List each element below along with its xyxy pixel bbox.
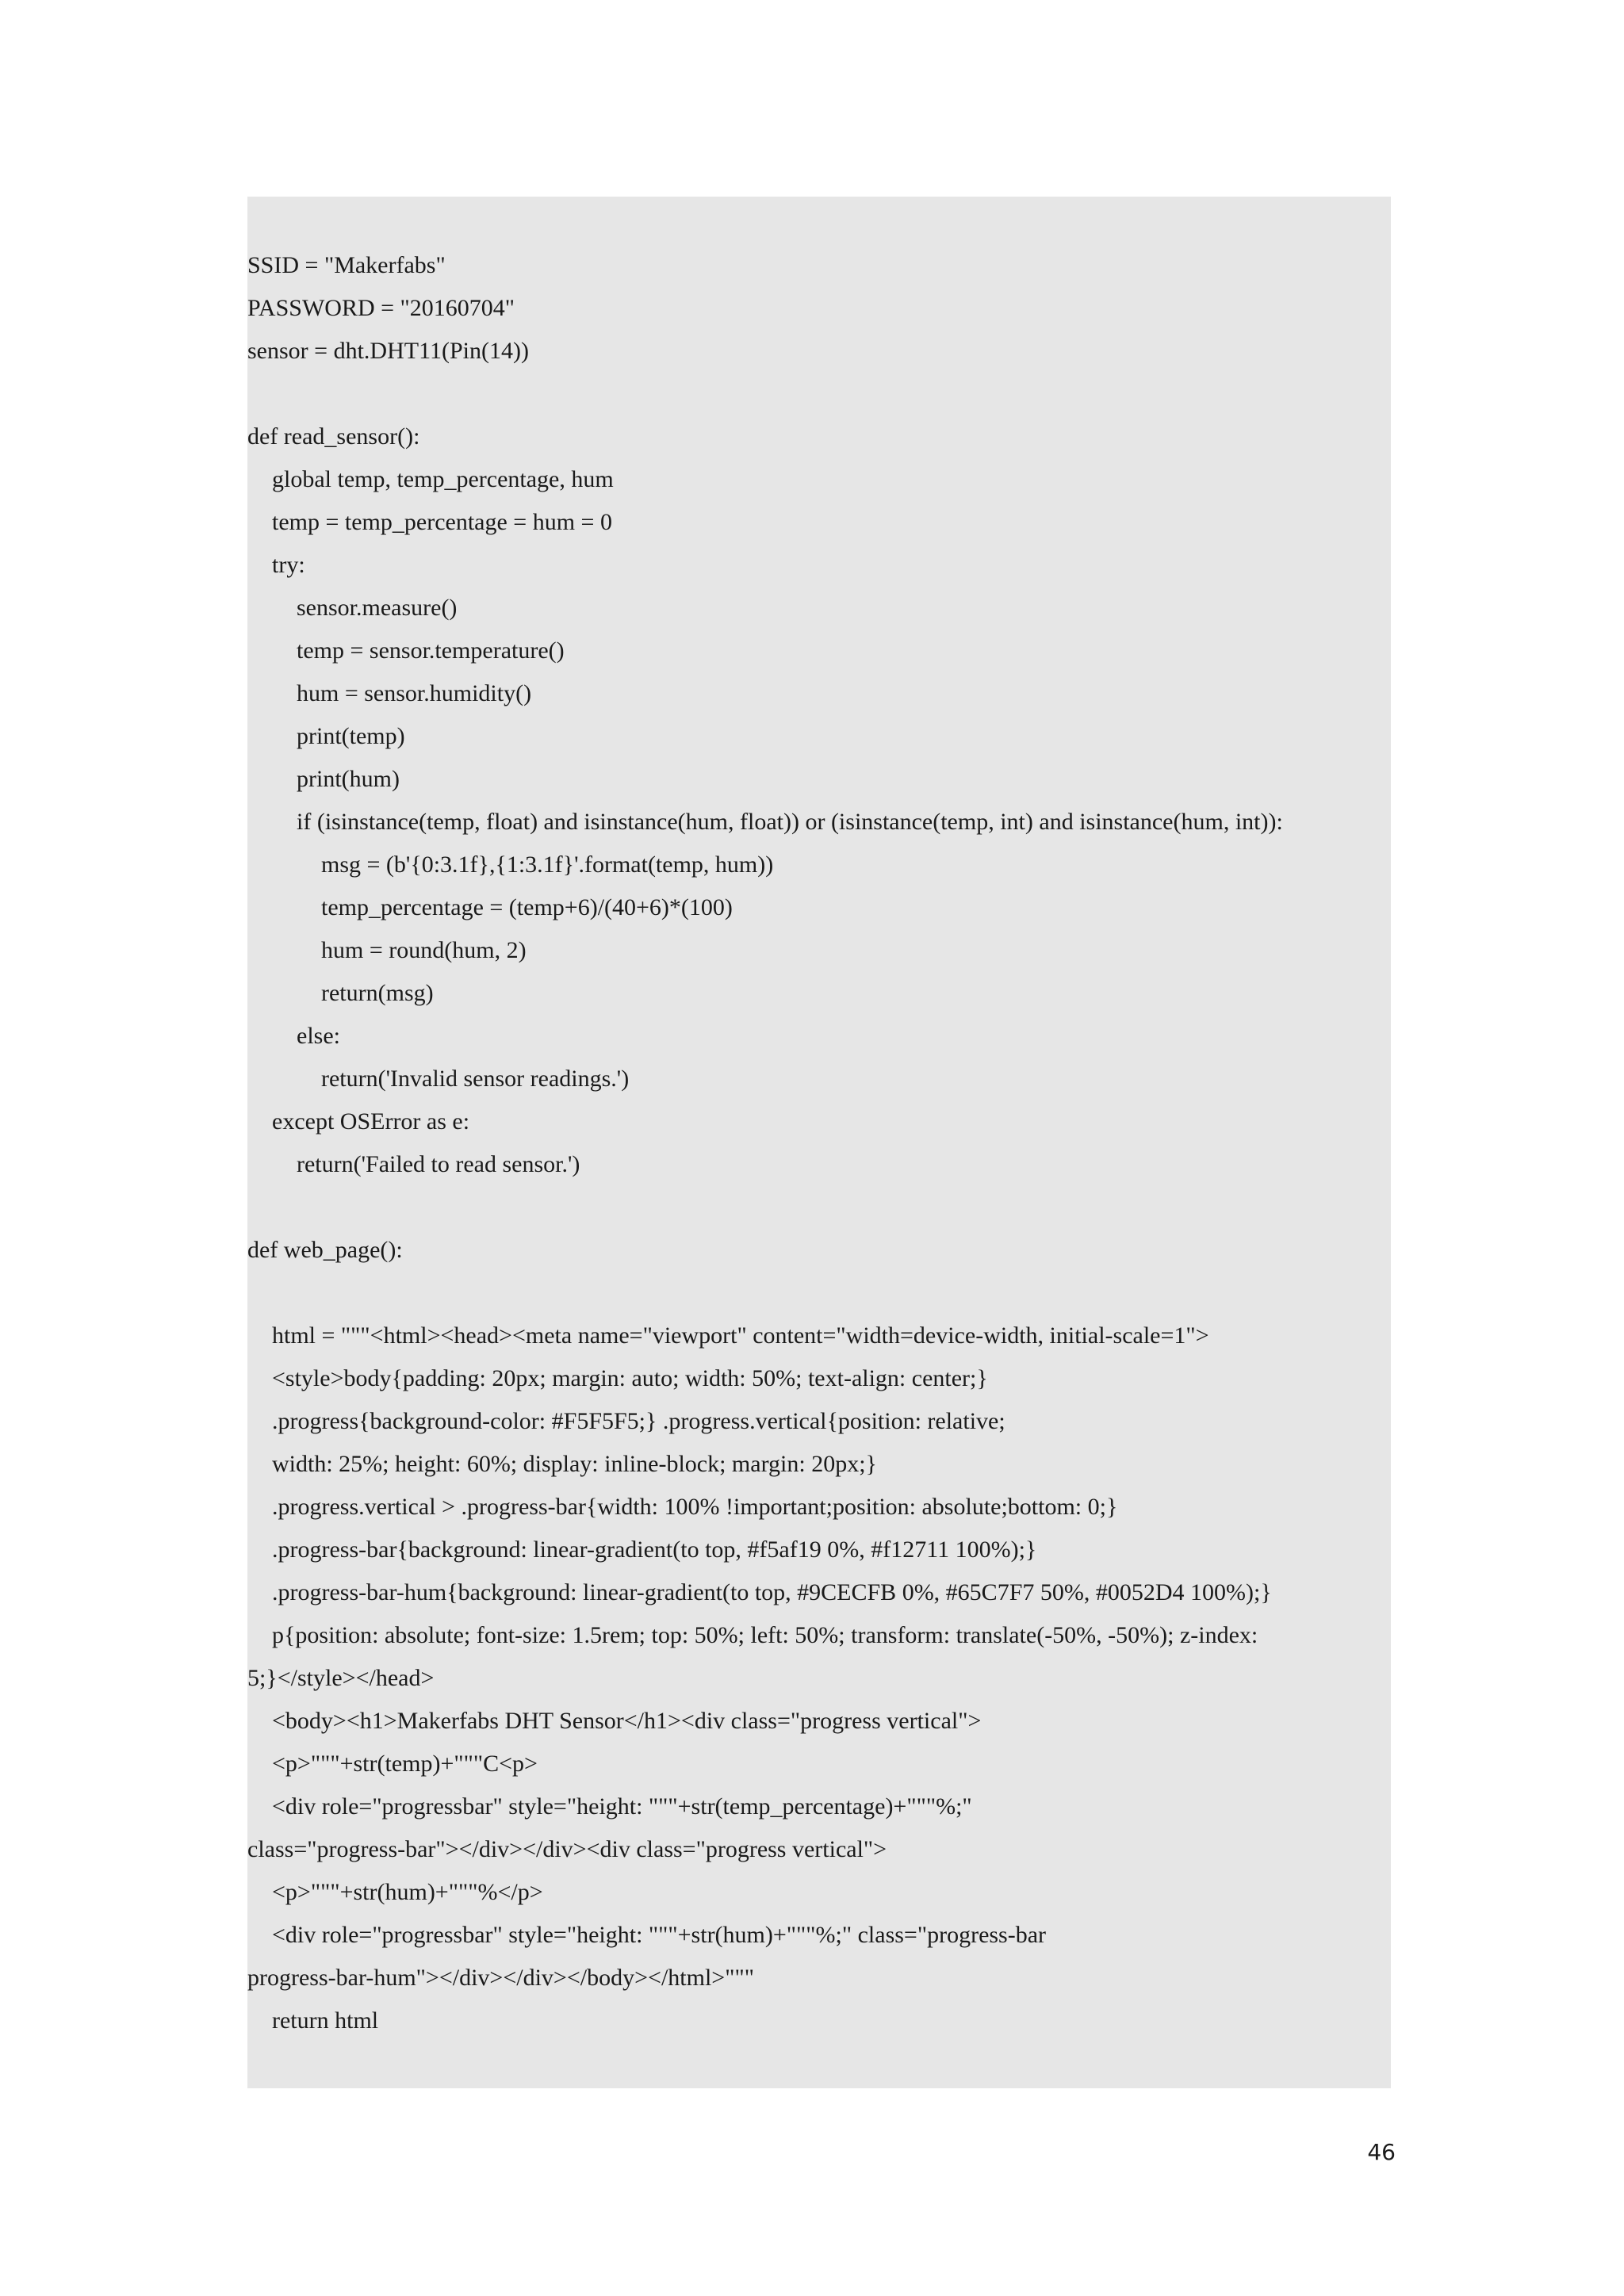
code-line: sensor = dht.DHT11(Pin(14)): [247, 338, 529, 364]
code-line: return html: [272, 2007, 379, 2034]
code-line: .progress{background-color: #F5F5F5;} .progress.vertical{position: relative;: [272, 1408, 1005, 1434]
code-line: except OSError as e:: [272, 1108, 470, 1135]
code-line: try:: [272, 552, 305, 578]
code-block: [247, 197, 1391, 2088]
code-line: p{position: absolute; font-size: 1.5rem; top: 50%; left: 50%; transform: translate(-50%, -50%); z-index:: [272, 1622, 1258, 1648]
code-line: return(msg): [321, 980, 434, 1006]
code-line: PASSWORD = "20160704": [247, 295, 515, 321]
code-line: progress-bar-hum"></div></div></body></html>""": [247, 1965, 754, 1991]
code-line: width: 25%; height: 60%; display: inline-block; margin: 20px;}: [272, 1451, 877, 1477]
code-line: <body><h1>Makerfabs DHT Sensor</h1><div class="progress vertical">: [272, 1708, 982, 1734]
code-line: return('Invalid sensor readings.'): [321, 1066, 630, 1092]
code-line: 5;}</style></head>: [247, 1665, 435, 1691]
code-line: <div role="progressbar" style="height: """+str(temp_percentage)+"""%;": [272, 1793, 972, 1820]
code-line: SSID = "Makerfabs": [247, 252, 446, 278]
code-line: temp = temp_percentage = hum = 0: [272, 509, 612, 535]
code-line: return('Failed to read sensor.'): [297, 1151, 580, 1177]
code-line: html = """<html><head><meta name="viewport" content="width=device-width, initial-scale=1">: [272, 1322, 1209, 1349]
code-line: temp_percentage = (temp+6)/(40+6)*(100): [321, 894, 733, 920]
code-line: def read_sensor():: [247, 423, 420, 450]
code-line: .progress.vertical > .progress-bar{width: 100% !important;position: absolute;bottom: 0;}: [272, 1494, 1118, 1520]
code-line: else:: [297, 1023, 340, 1049]
code-line: [247, 1186, 1391, 1229]
code-line: <p>"""+str(temp)+"""C<p>: [272, 1751, 538, 1777]
code-line: [247, 373, 1391, 415]
page-number: 46: [1367, 2139, 1396, 2165]
code-line: def web_page():: [247, 1237, 403, 1263]
code-line: <p>"""+str(hum)+"""%</p>: [272, 1879, 543, 1905]
code-line: [247, 1272, 1391, 1314]
code-line: <style>body{padding: 20px; margin: auto; width: 50%; text-align: center;}: [272, 1365, 988, 1391]
code-line: .progress-bar-hum{background: linear-gradient(to top, #9CECFB 0%, #65C7F7 50%, #0052D4 100%);}: [272, 1579, 1272, 1605]
code-line: hum = sensor.humidity(): [297, 680, 532, 706]
code-line: .progress-bar{background: linear-gradient(to top, #f5af19 0%, #f12711 100%);}: [272, 1536, 1037, 1563]
code-line: sensor.measure(): [297, 595, 458, 621]
code-line: print(hum): [297, 766, 400, 792]
code-line: if (isinstance(temp, float) and isinstance(hum, float)) or (isinstance(temp, int) and isinstance(hum, int)):: [297, 809, 1283, 835]
code-line: class="progress-bar"></div></div><div class="progress vertical">: [247, 1836, 887, 1862]
code-line: temp = sensor.temperature(): [297, 637, 565, 664]
code-line: msg = (b'{0:3.1f},{1:3.1f}'.format(temp, hum)): [321, 851, 774, 878]
code-line: global temp, temp_percentage, hum: [272, 466, 614, 492]
code-line: print(temp): [297, 723, 405, 749]
code-line: hum = round(hum, 2): [321, 937, 527, 963]
code-line: <div role="progressbar" style="height: """+str(hum)+"""%;" class="progress-bar: [272, 1922, 1047, 1948]
